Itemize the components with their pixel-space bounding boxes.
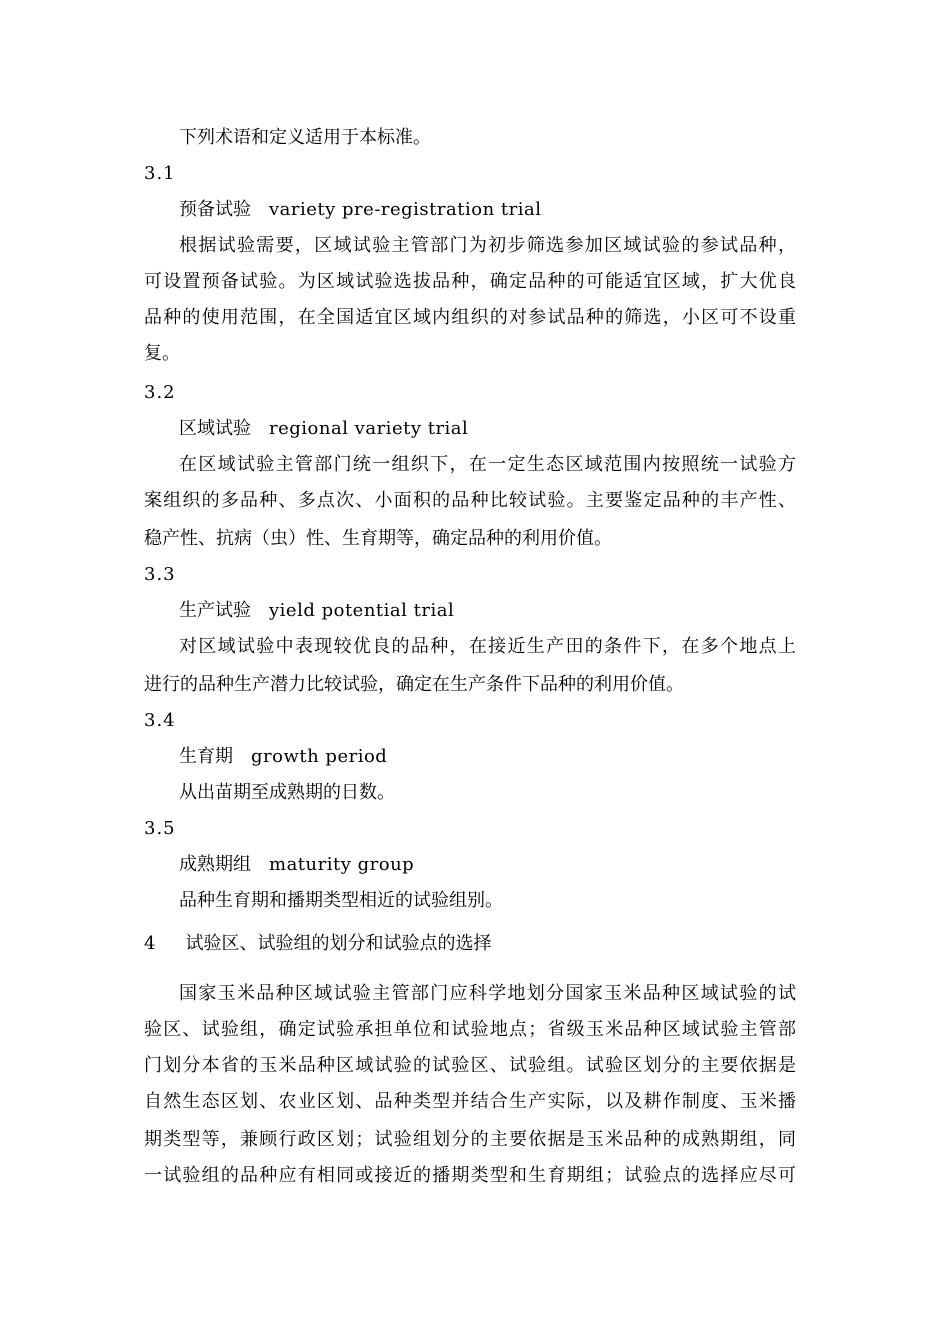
definition-line: 进行的品种生产潜力比较试验，确定在生产条件下品种的利用价值。 (144, 674, 684, 695)
term-zh: 生育期 (179, 746, 233, 767)
definition-line: 对区域试验中表现较优良的品种，在接近生产田的条件下，在多个地点上 (179, 636, 796, 657)
definition-line: 复。 (144, 343, 180, 364)
term-heading-3-3 (179, 599, 454, 623)
paragraph-line: 验区、试验组，确定试验承担单位和试验地点；省级玉米品种区域试验主管部 (144, 1019, 796, 1040)
term-zh: 生产试验 (179, 600, 251, 621)
paragraph-line: 自然生态区划、农业区划、品种类型并结合生产实际，以及耕作制度、玉米播 (144, 1091, 796, 1112)
intro-sentence: 下列术语和定义适用于本标准。 (179, 127, 431, 148)
term-en: maturity group (269, 854, 415, 875)
term-en: yield potential trial (269, 600, 455, 621)
paragraph-line: 门划分本省的玉米品种区域试验的试验区、试验组。试验区划分的主要依据是 (144, 1055, 796, 1076)
definition-line: 品种的使用范围，在全国适宜区域内组织的对参试品种的筛选，小区可不设重 (144, 307, 796, 328)
clause-number-3-3: 3.3 (144, 564, 176, 585)
section-title: 试验区、试验组的划分和试验点的选择 (185, 933, 492, 954)
clause-number-3-2: 3.2 (144, 382, 176, 403)
term-zh: 区域试验 (179, 418, 251, 439)
term-en: regional variety trial (269, 418, 469, 439)
paragraph-line: 一试验组的品种应有相同或接近的播期类型和生育期组；试验点的选择应尽可 (144, 1165, 796, 1186)
section-heading-4 (144, 932, 491, 956)
definition-line: 案组织的多品种、多点次、小面积的品种比较试验。主要鉴定品种的丰产性、 (144, 490, 796, 511)
definition-line: 在区域试验主管部门统一组织下，在一定生态区域范围内按照统一试验方 (179, 454, 796, 475)
clause-number-3-4: 3.4 (144, 710, 176, 731)
definition-line: 稳产性、抗病（虫）性、生育期等，确定品种的利用价值。 (144, 528, 612, 549)
term-en: variety pre-registration trial (269, 199, 542, 220)
term-heading-3-4 (179, 745, 387, 769)
term-zh: 成熟期组 (179, 854, 251, 875)
paragraph-line: 期类型等，兼顾行政区划；试验组划分的主要依据是玉米品种的成熟期组，同 (144, 1129, 796, 1150)
definition-line: 从出苗期至成熟期的日数。 (179, 782, 395, 803)
term-heading-3-1 (179, 198, 541, 222)
section-number: 4 (144, 933, 156, 954)
term-zh: 预备试验 (179, 199, 251, 220)
term-heading-3-5 (179, 853, 414, 877)
paragraph-line: 国家玉米品种区域试验主管部门应科学地划分国家玉米品种区域试验的试 (179, 983, 796, 1004)
clause-number-3-5: 3.5 (144, 818, 176, 839)
clause-number-3-1: 3.1 (144, 163, 176, 184)
definition-line: 可设置预备试验。为区域试验选拔品种，确定品种的可能适宜区域，扩大优良 (144, 271, 796, 292)
term-heading-3-2 (179, 417, 468, 441)
definition-line: 根据试验需要，区域试验主管部门为初步筛选参加区域试验的参试品种， (179, 235, 796, 256)
definition-line: 品种生育期和播期类型相近的试验组别。 (179, 890, 503, 911)
term-en: growth period (251, 746, 388, 767)
